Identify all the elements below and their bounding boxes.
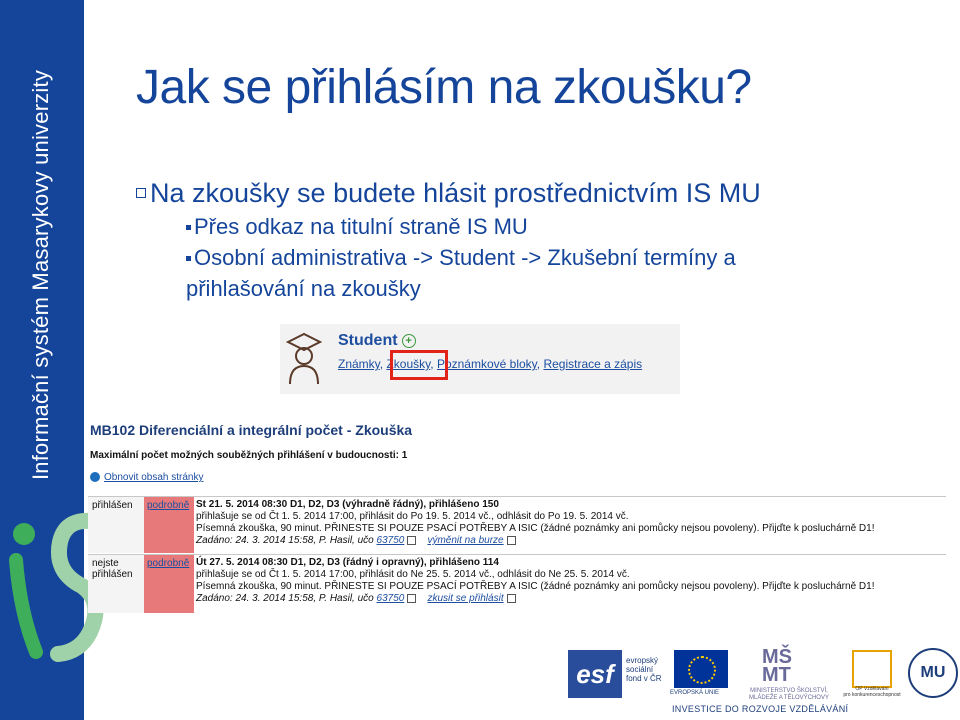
bullet-marker-icon	[136, 188, 146, 198]
term-heading: Út 27. 5. 2014 08:30 D1, D2, D3 (řádný i opravný), přihlášeno 114	[196, 557, 499, 568]
plus-icon[interactable]: +	[402, 334, 416, 348]
term-info	[196, 499, 946, 547]
term-created: Zadáno: 24. 3. 2014 15:58, P. Hasil, učo 63750 zkusit se přihlásit	[196, 593, 946, 605]
eu-flag-icon	[674, 650, 728, 688]
esf-logo: esf	[568, 650, 622, 698]
mail-icon[interactable]	[407, 594, 416, 603]
uco-link[interactable]: 63750	[376, 535, 405, 546]
detail-link[interactable]: podrobně	[147, 500, 190, 511]
bullet-3: Osobní administrativa -> Student -> Zkušební termíny a	[186, 245, 736, 271]
investice-text: INVESTICE DO ROZVOJE VZDĚLÁVÁNÍ	[672, 704, 849, 714]
bullet-1: Na zkoušky se budete hlásit prostřednictvím IS MU	[136, 178, 761, 209]
external-icon[interactable]	[507, 536, 516, 545]
bullet-marker-icon	[186, 225, 191, 230]
student-links: Známky, Zkoušky, Poznámkové bloky, Registrace a zápis	[338, 357, 643, 371]
external-icon[interactable]	[507, 594, 516, 603]
table-row	[88, 554, 946, 613]
bullet-2: Přes odkaz na titulní straně IS MU	[186, 214, 528, 240]
bullet-marker-icon	[186, 256, 191, 261]
max-registrations-text: Maximální počet možných souběžných přihlášení v budoucnosti: 1	[90, 450, 408, 461]
refresh-link[interactable]: Obnovit obsah stránky	[90, 472, 204, 483]
exam-title: MB102 Diferenciální a integrální počet - Zkouška	[90, 422, 413, 438]
op-logo-icon	[852, 650, 892, 688]
exam-list-screenshot	[88, 420, 948, 612]
link-registrace-a-zapis[interactable]: Registrace a zápis	[543, 357, 643, 371]
refresh-icon	[90, 472, 100, 482]
term-created: Zadáno: 24. 3. 2014 15:58, P. Hasil, učo 63750 výměnit na burze	[196, 535, 946, 547]
registration-status: přihlášen	[88, 497, 144, 553]
page-title: Jak se přihlásím na zkoušku?	[136, 61, 752, 114]
highlight-box	[390, 350, 448, 380]
op-label: OP Vzdělávání pro konkurenceschopnost	[843, 686, 901, 698]
msmt-label: MINISTERSTVO ŠKOLSTVÍ, MLÁDEŽE A TĚLOVÝCHOVY	[749, 688, 829, 701]
student-heading[interactable]: Student +	[338, 332, 416, 350]
register-link[interactable]: zkusit se přihlásit	[427, 593, 504, 604]
link-zkousky[interactable]: Zkoušky	[386, 357, 431, 371]
uco-link[interactable]: 63750	[376, 593, 405, 604]
student-section-screenshot	[280, 324, 680, 394]
eu-label: EVROPSKÁ UNIE	[670, 690, 720, 696]
term-note: Písemná zkouška, 90 minut. PŘINESTE SI POUZE PSACÍ POTŘEBY A ISIC (žádné poznámky ani pomůcky nejsou povoleny). Přijďte k posluchárně D1!	[196, 581, 875, 592]
term-heading: St 21. 5. 2014 08:30 D1, D2, D3 (výhradně řádný), přihlášeno 150	[196, 499, 499, 510]
term-dates: přihlašuje se od Čt 1. 5. 2014 17:00, přihlásit do Ne 25. 5. 2014 vč., odhlásit do Ne 25. 5. 2014 vč.	[196, 569, 630, 580]
term-note: Písemná zkouška, 90 minut. PŘINESTE SI POUZE PSACÍ POTŘEBY A ISIC (žádné poznámky ani pomůcky nejsou povoleny). Přijďte k posluchárně D1!	[196, 523, 875, 534]
msmt-logo: MŠ MT	[762, 646, 792, 686]
detail-cell	[144, 555, 194, 613]
mail-icon[interactable]	[407, 536, 416, 545]
eu-stars-icon	[688, 656, 716, 684]
table-row	[88, 496, 946, 553]
registration-status: nejste přihlášen	[88, 555, 144, 613]
esf-text: evropský sociální fond v ČR	[626, 656, 662, 683]
university-seal: MU	[908, 648, 958, 698]
link-znamky[interactable]: Známky	[338, 357, 380, 371]
footer-logos	[562, 640, 960, 720]
link-poznamkove-bloky[interactable]: Poznámkové bloky	[436, 357, 537, 371]
detail-cell	[144, 497, 194, 553]
student-person-icon	[284, 330, 324, 386]
bullet-3-continuation: přihlašování na zkoušky	[186, 276, 421, 301]
exchange-link[interactable]: výměnit na burze	[427, 535, 504, 546]
term-dates: přihlašuje se od Čt 1. 5. 2014 17:00, přihlásit do Po 19. 5. 2014 vč., odhlásit do Po 19. 5. 2014 vč.	[196, 511, 629, 522]
sidebar-vertical-text: Informační systém Masarykovy univerzity	[28, 69, 53, 480]
detail-link[interactable]: podrobně	[147, 558, 190, 569]
term-info	[196, 557, 946, 605]
